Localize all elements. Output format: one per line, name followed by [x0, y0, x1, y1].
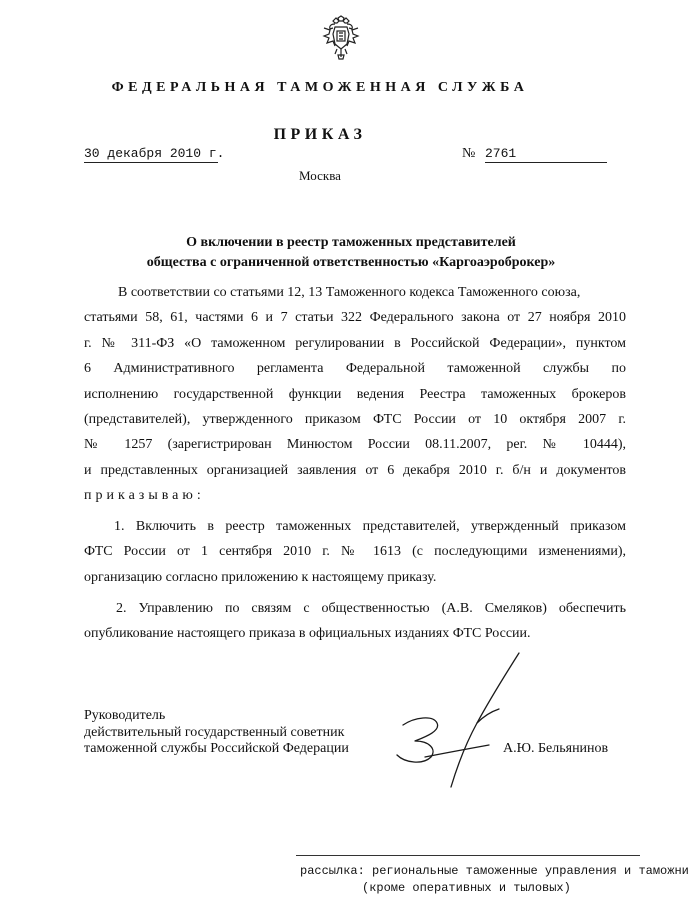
signatory-name: А.Ю. Бельянинов — [503, 741, 609, 756]
text-line: 2. Управлению по связям с общественностью (А.В. Смеляков) обеспечить — [116, 601, 626, 616]
distribution-line: (кроме оперативных и тыловых) — [362, 881, 571, 895]
signatory-position — [84, 708, 349, 758]
text-line: и представленных организацией заявления от 6 декабря 2010 г. б/н и документов — [84, 462, 626, 478]
heading-line: общества с ограниченной ответственностью «Каргоаэроброкер» — [146, 255, 556, 270]
preamble-paragraph — [84, 280, 626, 509]
position-line: действительный государственный советник — [84, 724, 345, 740]
text-line: В соответствии со статьями 12, 13 Таможенного кодекса Таможенного союза, — [118, 285, 581, 300]
distribution-list — [300, 863, 689, 897]
order-word: приказываю: — [84, 488, 205, 504]
text-line: опубликование настоящего приказа в официальных изданиях ФТС России. — [84, 626, 531, 642]
text-line: 6 Административного регламента Федеральной таможенной службы по — [84, 361, 626, 377]
text-line: № 1257 (зарегистрирован Минюстом России 08.11.2007, рег. № 10444), — [84, 437, 626, 453]
city: Москва — [299, 168, 341, 183]
text-line: 1. Включить в реестр таможенных представителей, утвержденный приказом — [114, 519, 626, 534]
order-number-label: № — [462, 146, 476, 161]
text-line: (представителей), утвержденного приказом ФТС России от 10 октября 2007 г. — [84, 412, 626, 428]
text-line: организацию согласно приложению к настоящему приказу. — [84, 569, 437, 585]
distribution-line: рассылка: региональные таможенные управления и таможни — [300, 864, 689, 878]
order-number: 2761 — [485, 146, 607, 163]
document-type-title: ПРИКАЗ — [273, 126, 367, 143]
order-date: 30 декабря 2010 г. — [84, 146, 225, 161]
order-item-2 — [84, 596, 626, 647]
text-line: статьями 58, 61, частями 6 и 7 статьи 322 Федерального закона от 27 ноября 2010 — [84, 310, 626, 326]
coat-of-arms-emblem-icon — [321, 16, 361, 60]
distribution-divider — [296, 855, 640, 856]
text-line: исполнению государственной функции ведения Реестра таможенных брокеров — [84, 386, 626, 402]
organization-name: ФЕДЕРАЛЬНАЯ ТАМОЖЕННАЯ СЛУЖБА — [111, 80, 529, 95]
text-line: г. № 311-ФЗ «О таможенном регулировании в Российской Федерации», пунктом — [84, 335, 626, 351]
order-heading — [60, 233, 642, 273]
text-line: ФТС России от 1 сентября 2010 г. № 1613 (с последующими изменениями), — [84, 544, 626, 560]
position-line: таможенной службы Российской Федерации — [84, 741, 349, 756]
order-item-1 — [84, 514, 626, 590]
position-line: Руководитель — [84, 708, 166, 723]
heading-line: О включении в реестр таможенных представителей — [186, 235, 516, 250]
handwritten-signature — [385, 645, 525, 790]
